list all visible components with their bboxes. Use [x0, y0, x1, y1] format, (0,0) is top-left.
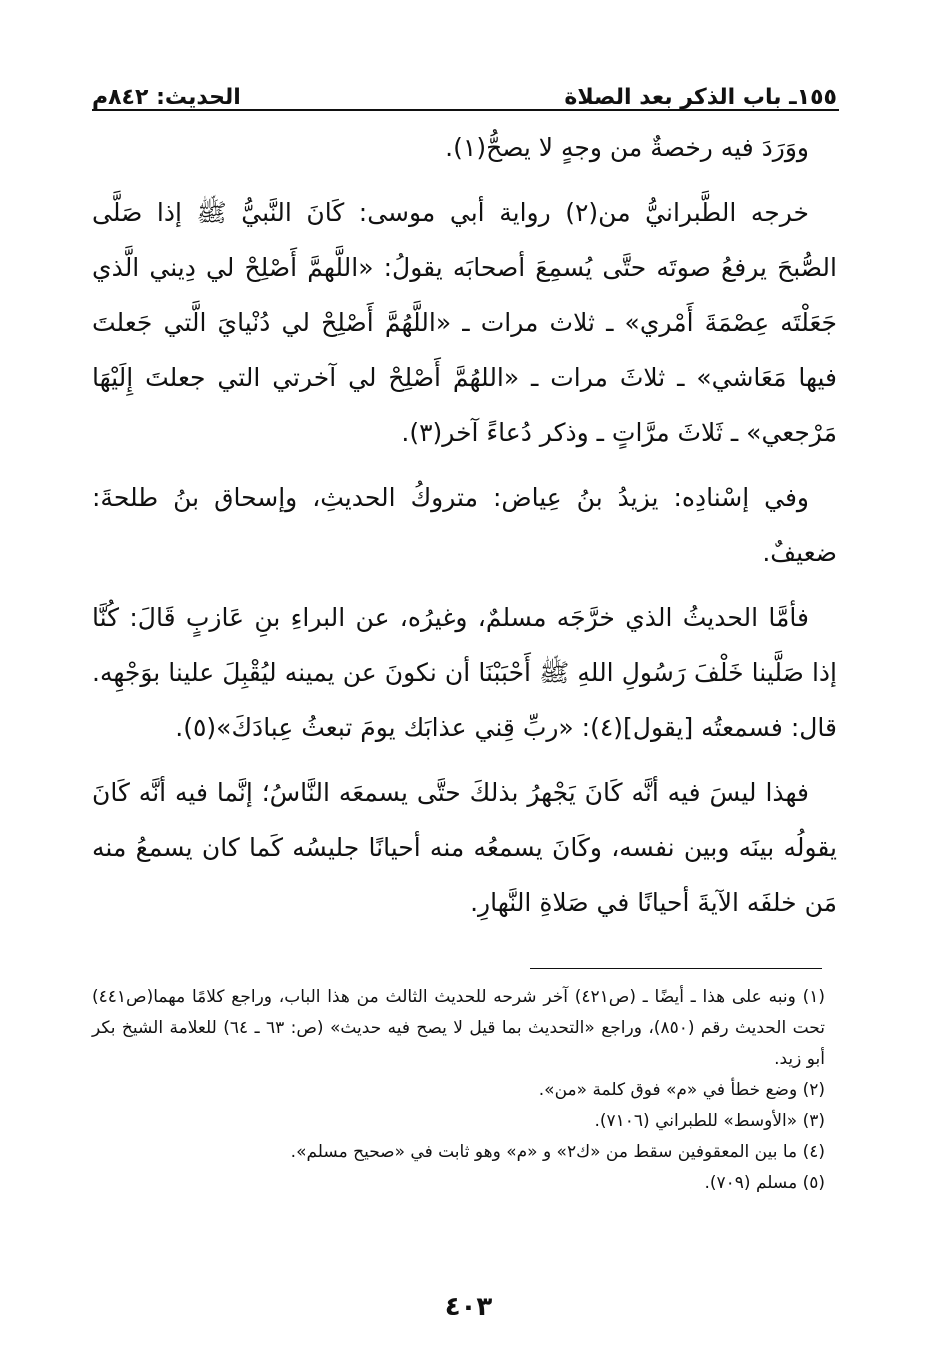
- paragraph: فأمَّا الحديثُ الذي خرَّجَه مسلمٌ، وغيرُه، عن البراءِ بنِ عَازبٍ قَالَ: كُنَّا إذا صَلَّينا خَلْفَ رَسُولِ اللهِ ﷺ أَحْبَبْنَا أن نكونَ عن يمينه ليُقْبِلَ علينا بوَجْهِه. قال: فسمعتُه [يقول](٤): «ربِّ قِني عذابَك يومَ تبعثُ عِبادَكَ»(٥).: [92, 603, 837, 742]
- paragraph: وفي إسْنادِه: يزيدُ بنُ عِياض: متروكُ الحديثِ، وإسحاق بنُ طلحةَ: ضعيفٌ.: [92, 483, 837, 567]
- paragraph: ووَرَدَ فيه رخصةٌ من وجهٍ لا يصحُّ(١).: [445, 133, 809, 162]
- hadith-reference: الحديث: ٨٤٢م: [92, 85, 241, 110]
- page-number: ٤٠٣: [444, 1292, 493, 1322]
- header-rule: [92, 109, 839, 111]
- footnote-separator: [530, 968, 822, 969]
- chapter-title: ١٥٥ـ باب الذكر بعد الصلاة: [564, 85, 837, 110]
- footnote: (٢) وضع خطأ في «م» فوق كلمة «من».: [538, 1080, 825, 1100]
- footnote: (٣) «الأوسط» للطبراني (٧١٠٦).: [594, 1111, 825, 1131]
- footnote: (٤) ما بين المعقوفين سقط من «ك٢» و «م» وهو ثابت في «صحيح مسلم».: [290, 1142, 825, 1162]
- footnotes: [92, 982, 825, 1199]
- footnote: (١) ونبه على هذا ـ أيضًا ـ (ص٤٢١) آخر شرحه للحديث الثالث من هذا الباب، وراجع كلامًا مهما(ص٤٤١) تحت الحديث رقم (٨٥٠)، وراجع «التحديث بما قيل لا يصح فيه حديث» (ص: ٦٣ ـ ٦٤) للعلامة الشيخ بكر أبو زيد.: [92, 987, 826, 1069]
- paragraph: خرجه الطَّبرانيُّ من(٢) رواية أبي موسى: كَانَ النَّبيُّ ﷺ إذا صَلَّى الصُّبحَ يرفعُ صوتَه حتَّى يُسمِعَ أصحابَه يقولُ: «اللَّهمَّ أَصْلِحْ لي دِيني الَّذي جَعَلْتَه عِصْمَةَ أَمْري» ـ ثلاث مرات ـ «اللَّهُمَّ أَصْلِحْ لي دُنْيايَ الَّتي جَعلتَ فيها مَعَاشي» ـ ثلاثَ مرات ـ «اللهُمَّ أَصْلِحْ لي آخرتي التي جعلتَ إِلَيْهَا مَرْجعي» ـ ثَلاثَ مرَّاتٍ ـ وذكر دُعاءً آخر(٣).: [92, 198, 837, 447]
- main-text: [92, 120, 837, 940]
- paragraph: فهذا ليسَ فيه أنَّه كَانَ يَجْهرُ بذلكَ حتَّى يسمعَه النَّاسُ؛ إنَّما فيه أنَّه كَانَ يقولُه بينَه وبين نفسه، وكَانَ يسمعُه منه أحيانًا جليسُه كَما كان يسمعُ منه مَن خلفَه الآيةَ أحيانًا في صَلاةِ النَّهارِ.: [92, 778, 837, 917]
- running-header: [92, 70, 837, 110]
- footnote: (٥) مسلم (٧٠٩).: [704, 1173, 825, 1193]
